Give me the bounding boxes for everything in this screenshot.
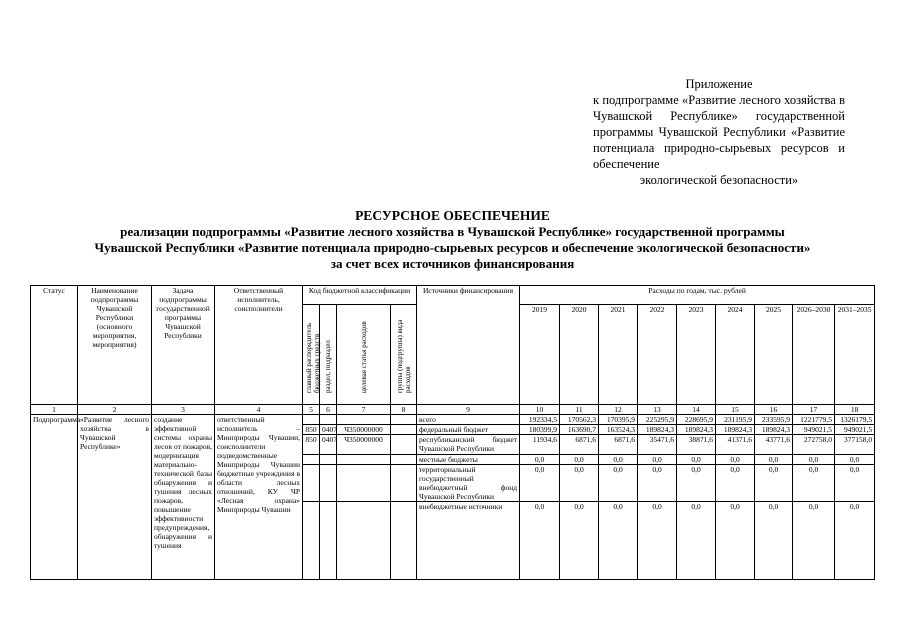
row-task: создание эффективной системы охраны лесов от пожаров, модернизация материально-технической базы обнаружения и тушения лесных пожаров, повышение эффективности предупреждения, обнаружения и тушения bbox=[152, 415, 215, 580]
value-cell: 0,0 bbox=[835, 502, 875, 580]
source-name: местные бюджеты bbox=[417, 455, 520, 465]
header-year: 2031–2035 bbox=[835, 305, 875, 405]
value-cell: 189824,3 bbox=[638, 425, 677, 435]
value-cell: 0,0 bbox=[599, 455, 638, 465]
value-cell: 0,0 bbox=[520, 502, 560, 580]
cell-group bbox=[391, 435, 417, 455]
appendix-body: к подпрограмме «Развитие лесного хозяйства в Чувашской Республике» государственной программы Чувашской Республики «Развитие потенциала природно-сырьевых ресурсов и обеспечение bbox=[593, 93, 845, 171]
header-year: 2019 bbox=[520, 305, 560, 405]
col-number: 14 bbox=[677, 405, 716, 415]
value-cell: 0,0 bbox=[560, 455, 599, 465]
value-cell: 0,0 bbox=[755, 502, 793, 580]
col-number: 9 bbox=[417, 405, 520, 415]
value-cell: 0,0 bbox=[638, 502, 677, 580]
value-cell: 0,0 bbox=[677, 455, 716, 465]
value-cell: 0,0 bbox=[793, 465, 835, 502]
cell-target bbox=[337, 502, 391, 580]
value-cell: 949021,5 bbox=[793, 425, 835, 435]
col-number: 5 bbox=[303, 405, 320, 415]
header-year: 2025 bbox=[755, 305, 793, 405]
cell-grbs bbox=[303, 502, 320, 580]
value-cell: 0,0 bbox=[638, 465, 677, 502]
col-number: 3 bbox=[152, 405, 215, 415]
value-cell: 233595,9 bbox=[755, 415, 793, 425]
source-name: всего bbox=[417, 415, 520, 425]
value-cell: 0,0 bbox=[755, 455, 793, 465]
header-year: 2026–2030 bbox=[793, 305, 835, 405]
value-cell: 0,0 bbox=[835, 465, 875, 502]
value-cell: 11934,6 bbox=[520, 435, 560, 455]
source-name: республиканский бюджет Чувашской Республики bbox=[417, 435, 520, 455]
col-number: 11 bbox=[560, 405, 599, 415]
col-number: 10 bbox=[520, 405, 560, 415]
value-cell: 0,0 bbox=[599, 465, 638, 502]
value-cell: 35471,6 bbox=[638, 435, 677, 455]
resource-table bbox=[30, 285, 875, 580]
value-cell: 41371,6 bbox=[716, 435, 755, 455]
document-subtitle-2: Чувашской Республики «Развитие потенциала природно-сырьевых ресурсов и обеспечение экологической безопасности» bbox=[94, 240, 811, 255]
value-cell: 0,0 bbox=[677, 502, 716, 580]
header-responsible: Ответственный исполнитель, соисполнители bbox=[215, 286, 303, 405]
col-number: 17 bbox=[793, 405, 835, 415]
cell-group bbox=[391, 425, 417, 435]
header-budget-code: Код бюджетной классификации bbox=[303, 286, 417, 305]
col-number: 2 bbox=[78, 405, 152, 415]
cell-section: 0407 bbox=[320, 425, 337, 435]
col-number: 8 bbox=[391, 405, 417, 415]
cell-group bbox=[391, 455, 417, 465]
document-subtitle-3: за счет всех источников финансирования bbox=[330, 256, 575, 271]
value-cell: 170562,3 bbox=[560, 415, 599, 425]
col-number: 1 bbox=[31, 405, 78, 415]
value-cell: 1221779,5 bbox=[793, 415, 835, 425]
cell-section bbox=[320, 465, 337, 502]
cell-target: Ч350000000 bbox=[337, 425, 391, 435]
value-cell: 225295,9 bbox=[638, 415, 677, 425]
cell-target bbox=[337, 415, 391, 425]
value-cell: 0,0 bbox=[520, 465, 560, 502]
value-cell: 0,0 bbox=[835, 455, 875, 465]
value-cell: 0,0 bbox=[716, 455, 755, 465]
value-cell: 163524,3 bbox=[599, 425, 638, 435]
col-number: 16 bbox=[755, 405, 793, 415]
col-number: 13 bbox=[638, 405, 677, 415]
col-number: 12 bbox=[599, 405, 638, 415]
cell-section bbox=[320, 455, 337, 465]
cell-section bbox=[320, 415, 337, 425]
header-target: целевая статья расходов bbox=[337, 305, 391, 405]
value-cell: 377158,0 bbox=[835, 435, 875, 455]
value-cell: 6871,6 bbox=[560, 435, 599, 455]
value-cell: 0,0 bbox=[677, 465, 716, 502]
value-cell: 0,0 bbox=[793, 502, 835, 580]
column-number-row bbox=[31, 405, 875, 415]
value-cell: 0,0 bbox=[560, 502, 599, 580]
row-responsible: ответственный исполнитель – Минприроды Чувашии, соисполнители подведомственные Минприроды Чувашии бюджетные учреждения в области лесных отношений, КУ ЧР «Лесная охрана» Минприроды Чувашии bbox=[215, 415, 303, 580]
value-cell: 192334,5 bbox=[520, 415, 560, 425]
source-name: федеральный бюджет bbox=[417, 425, 520, 435]
value-cell: 189824,3 bbox=[716, 425, 755, 435]
value-cell: 189824,3 bbox=[755, 425, 793, 435]
value-cell: 949021,5 bbox=[835, 425, 875, 435]
source-name: территориальный государственный внебюджетный фонд Чувашской Республики bbox=[417, 465, 520, 502]
cell-target bbox=[337, 465, 391, 502]
document-heading: РЕСУРСНОЕ ОБЕСПЕЧЕНИЕ bbox=[355, 208, 550, 223]
col-number: 6 bbox=[320, 405, 337, 415]
appendix-last-line: экологической безопасности» bbox=[639, 173, 799, 187]
header-status: Статус bbox=[31, 286, 78, 405]
table-body bbox=[31, 415, 875, 580]
value-cell: 0,0 bbox=[716, 502, 755, 580]
value-cell: 0,0 bbox=[520, 455, 560, 465]
cell-section bbox=[320, 502, 337, 580]
document-subtitle-1: реализации подпрограммы «Развитие лесного хозяйства в Чувашской Республике» государственной программы bbox=[120, 224, 785, 239]
header-sources: Источники финансирования bbox=[417, 286, 520, 405]
value-cell: 272758,0 bbox=[793, 435, 835, 455]
value-cell: 6871,6 bbox=[599, 435, 638, 455]
table-row bbox=[31, 415, 875, 425]
header-expenses: Расходы по годам, тыс. рублей bbox=[520, 286, 875, 305]
header-grbs: главный распорядитель бюджетных средств bbox=[303, 305, 320, 405]
value-cell: 0,0 bbox=[793, 455, 835, 465]
value-cell: 0,0 bbox=[599, 502, 638, 580]
cell-group bbox=[391, 502, 417, 580]
value-cell: 43771,6 bbox=[755, 435, 793, 455]
value-cell: 0,0 bbox=[755, 465, 793, 502]
header-year: 2021 bbox=[599, 305, 638, 405]
value-cell: 170395,9 bbox=[599, 415, 638, 425]
header-year: 2024 bbox=[716, 305, 755, 405]
cell-group bbox=[391, 415, 417, 425]
header-year: 2022 bbox=[638, 305, 677, 405]
appendix-title: Приложение bbox=[685, 77, 753, 91]
value-cell: 1326179,5 bbox=[835, 415, 875, 425]
col-number: 4 bbox=[215, 405, 303, 415]
col-number: 15 bbox=[716, 405, 755, 415]
cell-grbs bbox=[303, 465, 320, 502]
cell-section: 0407 bbox=[320, 435, 337, 455]
header-name: Наименование подпрограммы Чувашской Республики (основного мероприятия, мероприятия) bbox=[78, 286, 152, 405]
row-name: «Развитие лесного хозяйства в Чувашской Республике» bbox=[78, 415, 152, 580]
cell-target bbox=[337, 455, 391, 465]
value-cell: 231195,9 bbox=[716, 415, 755, 425]
value-cell: 163690,7 bbox=[560, 425, 599, 435]
col-number: 18 bbox=[835, 405, 875, 415]
source-name: внебюджетные источники bbox=[417, 502, 520, 580]
cell-grbs: 850 bbox=[303, 435, 320, 455]
value-cell: 189824,3 bbox=[677, 425, 716, 435]
cell-grbs: 850 bbox=[303, 425, 320, 435]
appendix-block bbox=[593, 76, 845, 188]
value-cell: 0,0 bbox=[716, 465, 755, 502]
header-year: 2023 bbox=[677, 305, 716, 405]
value-cell: 38871,6 bbox=[677, 435, 716, 455]
header-group: группа (подгруппа) вида расходов bbox=[391, 305, 417, 405]
header-section: раздел, подраздел bbox=[320, 305, 337, 405]
value-cell: 0,0 bbox=[638, 455, 677, 465]
cell-grbs bbox=[303, 415, 320, 425]
col-number: 7 bbox=[337, 405, 391, 415]
value-cell: 228695,9 bbox=[677, 415, 716, 425]
value-cell: 0,0 bbox=[560, 465, 599, 502]
cell-grbs bbox=[303, 455, 320, 465]
row-status: Подпрограмма bbox=[31, 415, 78, 580]
value-cell: 180399,9 bbox=[520, 425, 560, 435]
header-task: Задача подпрограммы государственной программы Чувашской Республики bbox=[152, 286, 215, 405]
cell-group bbox=[391, 465, 417, 502]
header-year: 2020 bbox=[560, 305, 599, 405]
cell-target: Ч350000000 bbox=[337, 435, 391, 455]
